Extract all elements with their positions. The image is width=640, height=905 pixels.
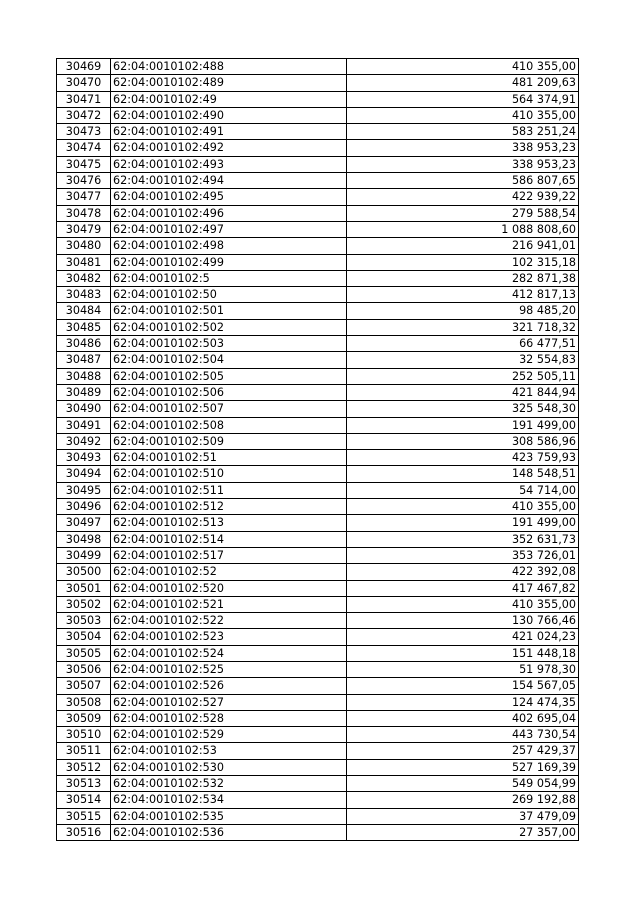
cadastral-number-cell: 62:04:0010102:492 xyxy=(111,140,347,156)
cadastral-value-cell: 353 726,01 xyxy=(347,547,579,563)
cadastral-value-cell: 279 588,54 xyxy=(347,205,579,221)
cadastral-number-cell: 62:04:0010102:495 xyxy=(111,189,347,205)
table-row xyxy=(57,596,579,612)
cadastral-value-cell: 257 429,37 xyxy=(347,743,579,759)
table-row xyxy=(57,727,579,743)
table-row xyxy=(57,124,579,140)
cadastral-number-cell: 62:04:0010102:527 xyxy=(111,694,347,710)
cadastral-number-cell: 62:04:0010102:529 xyxy=(111,727,347,743)
row-number-cell: 30492 xyxy=(57,433,111,449)
cadastral-value-cell: 410 355,00 xyxy=(347,499,579,515)
cadastral-number-cell: 62:04:0010102:524 xyxy=(111,645,347,661)
cadastral-value-cell: 412 817,13 xyxy=(347,287,579,303)
cadastral-value-cell: 252 505,11 xyxy=(347,368,579,384)
row-number-cell: 30472 xyxy=(57,107,111,123)
table-row xyxy=(57,515,579,531)
cadastral-number-cell: 62:04:0010102:51 xyxy=(111,450,347,466)
table-row xyxy=(57,499,579,515)
cadastral-number-cell: 62:04:0010102:528 xyxy=(111,710,347,726)
cadastral-number-cell: 62:04:0010102:517 xyxy=(111,547,347,563)
cadastral-value-cell: 32 554,83 xyxy=(347,352,579,368)
row-number-cell: 30482 xyxy=(57,270,111,286)
cadastral-number-cell: 62:04:0010102:489 xyxy=(111,75,347,91)
table-row xyxy=(57,678,579,694)
row-number-cell: 30470 xyxy=(57,75,111,91)
cadastral-value-cell: 421 844,94 xyxy=(347,384,579,400)
row-number-cell: 30499 xyxy=(57,547,111,563)
row-number-cell: 30502 xyxy=(57,596,111,612)
cadastral-number-cell: 62:04:0010102:498 xyxy=(111,238,347,254)
table-row xyxy=(57,221,579,237)
cadastral-number-cell: 62:04:0010102:491 xyxy=(111,124,347,140)
cadastral-number-cell: 62:04:0010102:503 xyxy=(111,336,347,352)
table-row xyxy=(57,694,579,710)
cadastral-number-cell: 62:04:0010102:508 xyxy=(111,417,347,433)
table-row xyxy=(57,710,579,726)
table-row xyxy=(57,303,579,319)
cadastral-value-cell: 130 766,46 xyxy=(347,613,579,629)
cadastral-number-cell: 62:04:0010102:535 xyxy=(111,808,347,824)
row-number-cell: 30509 xyxy=(57,710,111,726)
cadastral-value-cell: 269 192,88 xyxy=(347,792,579,808)
cadastral-value-table xyxy=(56,58,579,841)
cadastral-value-cell: 54 714,00 xyxy=(347,482,579,498)
table-row xyxy=(57,107,579,123)
cadastral-value-cell: 308 586,96 xyxy=(347,433,579,449)
cadastral-number-cell: 62:04:0010102:497 xyxy=(111,221,347,237)
row-number-cell: 30494 xyxy=(57,466,111,482)
table-row xyxy=(57,91,579,107)
cadastral-value-cell: 443 730,54 xyxy=(347,727,579,743)
row-number-cell: 30469 xyxy=(57,59,111,75)
table-row xyxy=(57,645,579,661)
table-row xyxy=(57,75,579,91)
table-row xyxy=(57,384,579,400)
cadastral-number-cell: 62:04:0010102:536 xyxy=(111,824,347,840)
cadastral-value-cell: 151 448,18 xyxy=(347,645,579,661)
cadastral-value-cell: 417 467,82 xyxy=(347,580,579,596)
table-row xyxy=(57,156,579,172)
cadastral-number-cell: 62:04:0010102:521 xyxy=(111,596,347,612)
cadastral-number-cell: 62:04:0010102:526 xyxy=(111,678,347,694)
row-number-cell: 30471 xyxy=(57,91,111,107)
table-row xyxy=(57,417,579,433)
cadastral-value-cell: 216 941,01 xyxy=(347,238,579,254)
cadastral-number-cell: 62:04:0010102:49 xyxy=(111,91,347,107)
cadastral-number-cell: 62:04:0010102:525 xyxy=(111,661,347,677)
row-number-cell: 30479 xyxy=(57,221,111,237)
cadastral-value-cell: 27 357,00 xyxy=(347,824,579,840)
cadastral-number-cell: 62:04:0010102:534 xyxy=(111,792,347,808)
cadastral-value-cell: 549 054,99 xyxy=(347,776,579,792)
cadastral-value-cell: 410 355,00 xyxy=(347,59,579,75)
row-number-cell: 30505 xyxy=(57,645,111,661)
cadastral-value-cell: 352 631,73 xyxy=(347,531,579,547)
row-number-cell: 30485 xyxy=(57,319,111,335)
cadastral-value-cell: 51 978,30 xyxy=(347,661,579,677)
row-number-cell: 30498 xyxy=(57,531,111,547)
row-number-cell: 30477 xyxy=(57,189,111,205)
cadastral-value-cell: 325 548,30 xyxy=(347,401,579,417)
row-number-cell: 30480 xyxy=(57,238,111,254)
table-row xyxy=(57,433,579,449)
row-number-cell: 30513 xyxy=(57,776,111,792)
cadastral-number-cell: 62:04:0010102:507 xyxy=(111,401,347,417)
cadastral-number-cell: 62:04:0010102:488 xyxy=(111,59,347,75)
cadastral-number-cell: 62:04:0010102:530 xyxy=(111,759,347,775)
cadastral-number-cell: 62:04:0010102:513 xyxy=(111,515,347,531)
table-row xyxy=(57,580,579,596)
cadastral-value-cell: 410 355,00 xyxy=(347,596,579,612)
table-row xyxy=(57,287,579,303)
cadastral-value-cell: 564 374,91 xyxy=(347,91,579,107)
row-number-cell: 30483 xyxy=(57,287,111,303)
cadastral-value-cell: 66 477,51 xyxy=(347,336,579,352)
cadastral-number-cell: 62:04:0010102:504 xyxy=(111,352,347,368)
cadastral-number-cell: 62:04:0010102:514 xyxy=(111,531,347,547)
table-row xyxy=(57,254,579,270)
table-body xyxy=(57,59,579,841)
cadastral-value-cell: 191 499,00 xyxy=(347,417,579,433)
cadastral-number-cell: 62:04:0010102:501 xyxy=(111,303,347,319)
row-number-cell: 30501 xyxy=(57,580,111,596)
row-number-cell: 30486 xyxy=(57,336,111,352)
row-number-cell: 30487 xyxy=(57,352,111,368)
row-number-cell: 30504 xyxy=(57,629,111,645)
table-row xyxy=(57,450,579,466)
table-row xyxy=(57,531,579,547)
row-number-cell: 30506 xyxy=(57,661,111,677)
table-row xyxy=(57,270,579,286)
cadastral-number-cell: 62:04:0010102:523 xyxy=(111,629,347,645)
table-row xyxy=(57,482,579,498)
cadastral-value-cell: 402 695,04 xyxy=(347,710,579,726)
cadastral-value-cell: 421 024,23 xyxy=(347,629,579,645)
row-number-cell: 30474 xyxy=(57,140,111,156)
cadastral-number-cell: 62:04:0010102:490 xyxy=(111,107,347,123)
cadastral-number-cell: 62:04:0010102:53 xyxy=(111,743,347,759)
row-number-cell: 30515 xyxy=(57,808,111,824)
cadastral-value-cell: 422 392,08 xyxy=(347,564,579,580)
row-number-cell: 30489 xyxy=(57,384,111,400)
cadastral-value-cell: 98 485,20 xyxy=(347,303,579,319)
table-row xyxy=(57,173,579,189)
table-row xyxy=(57,808,579,824)
cadastral-value-cell: 154 567,05 xyxy=(347,678,579,694)
table-row xyxy=(57,401,579,417)
table-row xyxy=(57,189,579,205)
row-number-cell: 30478 xyxy=(57,205,111,221)
row-number-cell: 30500 xyxy=(57,564,111,580)
cadastral-value-cell: 338 953,23 xyxy=(347,140,579,156)
cadastral-value-cell: 282 871,38 xyxy=(347,270,579,286)
table-row xyxy=(57,824,579,840)
table-row xyxy=(57,759,579,775)
table-row xyxy=(57,547,579,563)
cadastral-number-cell: 62:04:0010102:505 xyxy=(111,368,347,384)
row-number-cell: 30511 xyxy=(57,743,111,759)
table-row xyxy=(57,613,579,629)
cadastral-value-cell: 191 499,00 xyxy=(347,515,579,531)
cadastral-number-cell: 62:04:0010102:499 xyxy=(111,254,347,270)
row-number-cell: 30493 xyxy=(57,450,111,466)
cadastral-value-cell: 481 209,63 xyxy=(347,75,579,91)
table-row xyxy=(57,59,579,75)
cadastral-number-cell: 62:04:0010102:506 xyxy=(111,384,347,400)
row-number-cell: 30491 xyxy=(57,417,111,433)
cadastral-number-cell: 62:04:0010102:50 xyxy=(111,287,347,303)
row-number-cell: 30475 xyxy=(57,156,111,172)
row-number-cell: 30476 xyxy=(57,173,111,189)
cadastral-number-cell: 62:04:0010102:5 xyxy=(111,270,347,286)
cadastral-value-cell: 1 088 808,60 xyxy=(347,221,579,237)
cadastral-number-cell: 62:04:0010102:502 xyxy=(111,319,347,335)
table-row xyxy=(57,466,579,482)
cadastral-value-cell: 583 251,24 xyxy=(347,124,579,140)
row-number-cell: 30495 xyxy=(57,482,111,498)
cadastral-number-cell: 62:04:0010102:510 xyxy=(111,466,347,482)
cadastral-value-cell: 410 355,00 xyxy=(347,107,579,123)
cadastral-number-cell: 62:04:0010102:509 xyxy=(111,433,347,449)
table-row xyxy=(57,205,579,221)
cadastral-number-cell: 62:04:0010102:520 xyxy=(111,580,347,596)
table-row xyxy=(57,776,579,792)
cadastral-value-cell: 124 474,35 xyxy=(347,694,579,710)
row-number-cell: 30497 xyxy=(57,515,111,531)
table-row xyxy=(57,140,579,156)
row-number-cell: 30490 xyxy=(57,401,111,417)
table-row xyxy=(57,743,579,759)
table-row xyxy=(57,629,579,645)
row-number-cell: 30514 xyxy=(57,792,111,808)
row-number-cell: 30512 xyxy=(57,759,111,775)
cadastral-value-cell: 102 315,18 xyxy=(347,254,579,270)
cadastral-number-cell: 62:04:0010102:522 xyxy=(111,613,347,629)
table-row xyxy=(57,319,579,335)
cadastral-number-cell: 62:04:0010102:512 xyxy=(111,499,347,515)
row-number-cell: 30507 xyxy=(57,678,111,694)
row-number-cell: 30496 xyxy=(57,499,111,515)
row-number-cell: 30488 xyxy=(57,368,111,384)
cadastral-value-cell: 527 169,39 xyxy=(347,759,579,775)
row-number-cell: 30508 xyxy=(57,694,111,710)
row-number-cell: 30503 xyxy=(57,613,111,629)
cadastral-value-cell: 338 953,23 xyxy=(347,156,579,172)
row-number-cell: 30473 xyxy=(57,124,111,140)
table-row xyxy=(57,368,579,384)
cadastral-number-cell: 62:04:0010102:493 xyxy=(111,156,347,172)
table-row xyxy=(57,564,579,580)
cadastral-number-cell: 62:04:0010102:494 xyxy=(111,173,347,189)
row-number-cell: 30484 xyxy=(57,303,111,319)
cadastral-value-cell: 586 807,65 xyxy=(347,173,579,189)
row-number-cell: 30510 xyxy=(57,727,111,743)
cadastral-value-cell: 148 548,51 xyxy=(347,466,579,482)
cadastral-number-cell: 62:04:0010102:52 xyxy=(111,564,347,580)
table-row xyxy=(57,661,579,677)
table-row xyxy=(57,792,579,808)
cadastral-value-cell: 423 759,93 xyxy=(347,450,579,466)
row-number-cell: 30481 xyxy=(57,254,111,270)
cadastral-number-cell: 62:04:0010102:532 xyxy=(111,776,347,792)
cadastral-value-cell: 321 718,32 xyxy=(347,319,579,335)
cadastral-value-cell: 37 479,09 xyxy=(347,808,579,824)
table-row xyxy=(57,238,579,254)
table-row xyxy=(57,352,579,368)
cadastral-number-cell: 62:04:0010102:511 xyxy=(111,482,347,498)
cadastral-number-cell: 62:04:0010102:496 xyxy=(111,205,347,221)
cadastral-value-cell: 422 939,22 xyxy=(347,189,579,205)
row-number-cell: 30516 xyxy=(57,824,111,840)
table-row xyxy=(57,336,579,352)
